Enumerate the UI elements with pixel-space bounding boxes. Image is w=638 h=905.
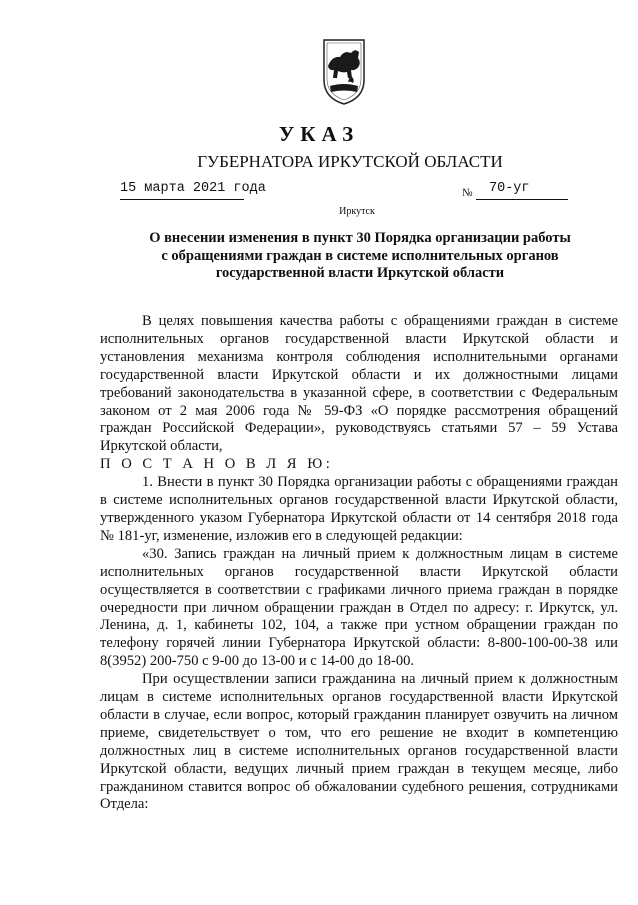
coat-of-arms-icon (318, 36, 370, 106)
decree-keyword: П О С Т А Н О В Л Я Ю: (100, 456, 334, 473)
decree-subtitle: ГУБЕРНАТОРА ИРКУТСКОЙ ОБЛАСТИ (197, 152, 503, 171)
clause-paragraph: 1. Внести в пункт 30 Порядка организации работы с обращениями граждан в системе исполнительных органов государственной власти Иркутской области, утвержденного указом Губернатора Иркутской области от 14 сентября 2018 года № 181-уг, изменение, изложив его в следующей редакции: (100, 474, 618, 544)
number-underline (476, 199, 568, 200)
decree-title: УКАЗ (278, 122, 360, 146)
heading-line: государственной власти Иркутской области (215, 265, 505, 281)
clause-paragraph: При осуществлении записи гражданина на личный прием к должностным лицам в системе исполнительных органов государственной власти Иркутской области в случае, если вопрос, который гражданин планирует озвучить на личном приеме, свидетельствует о том, что его решение не входит в компетенцию должностных лиц в системе исполнительных органов государственной власти Иркутской области, ведущих личный прием граждан в текущем месяце, либо гражданином ставится вопрос об обжаловании судебного решения, сотрудниками Отдела: (100, 671, 618, 813)
heading-line: с обращениями граждан в системе исполнительных органов (161, 247, 559, 264)
decree-number: 70-уг (489, 181, 530, 196)
preamble-paragraph: В целях повышения качества работы с обращениями граждан в системе исполнительных органов государственной власти Иркутской области и установления механизма контроля соблюдения исполнительными органами государственной власти Иркутской области и их должностными лицами требований законодательства в указанной сфере, в соответствии с Федеральным законом от 2 мая 2006 года № 59-ФЗ «О порядке рассмотрения обращений граждан Российской Федерации», руководствуясь статьями 57 – 59 Устава Иркутской области, (100, 313, 618, 455)
number-sign: № (462, 187, 473, 199)
document-body (100, 313, 618, 814)
date-underline (120, 199, 244, 200)
city-label: Иркутск (339, 206, 375, 217)
quoted-clause-paragraph: «30. Запись граждан на личный прием к должностным лицам в системе исполнительных органов государственной власти Иркутской области осуществляется в соответствии с графиками личного приема граждан в порядке очередности при личном обращении граждан в Отдел по адресу: г. Иркутск, ул. Ленина, д. 1, кабинеты 102, 104, а также при устном обращении граждан по телефону горячей линии Губернатора Иркутской области: 8-800-100-00-38 или 8(3952) 200-750 с 9-00 до 13-00 и с 14-00 до 18-00. (100, 545, 618, 670)
heading-line: О внесении изменения в пункт 30 Порядка организации работы (149, 230, 571, 246)
decree-date: 15 марта 2021 года (120, 181, 266, 196)
document-heading (120, 230, 600, 283)
